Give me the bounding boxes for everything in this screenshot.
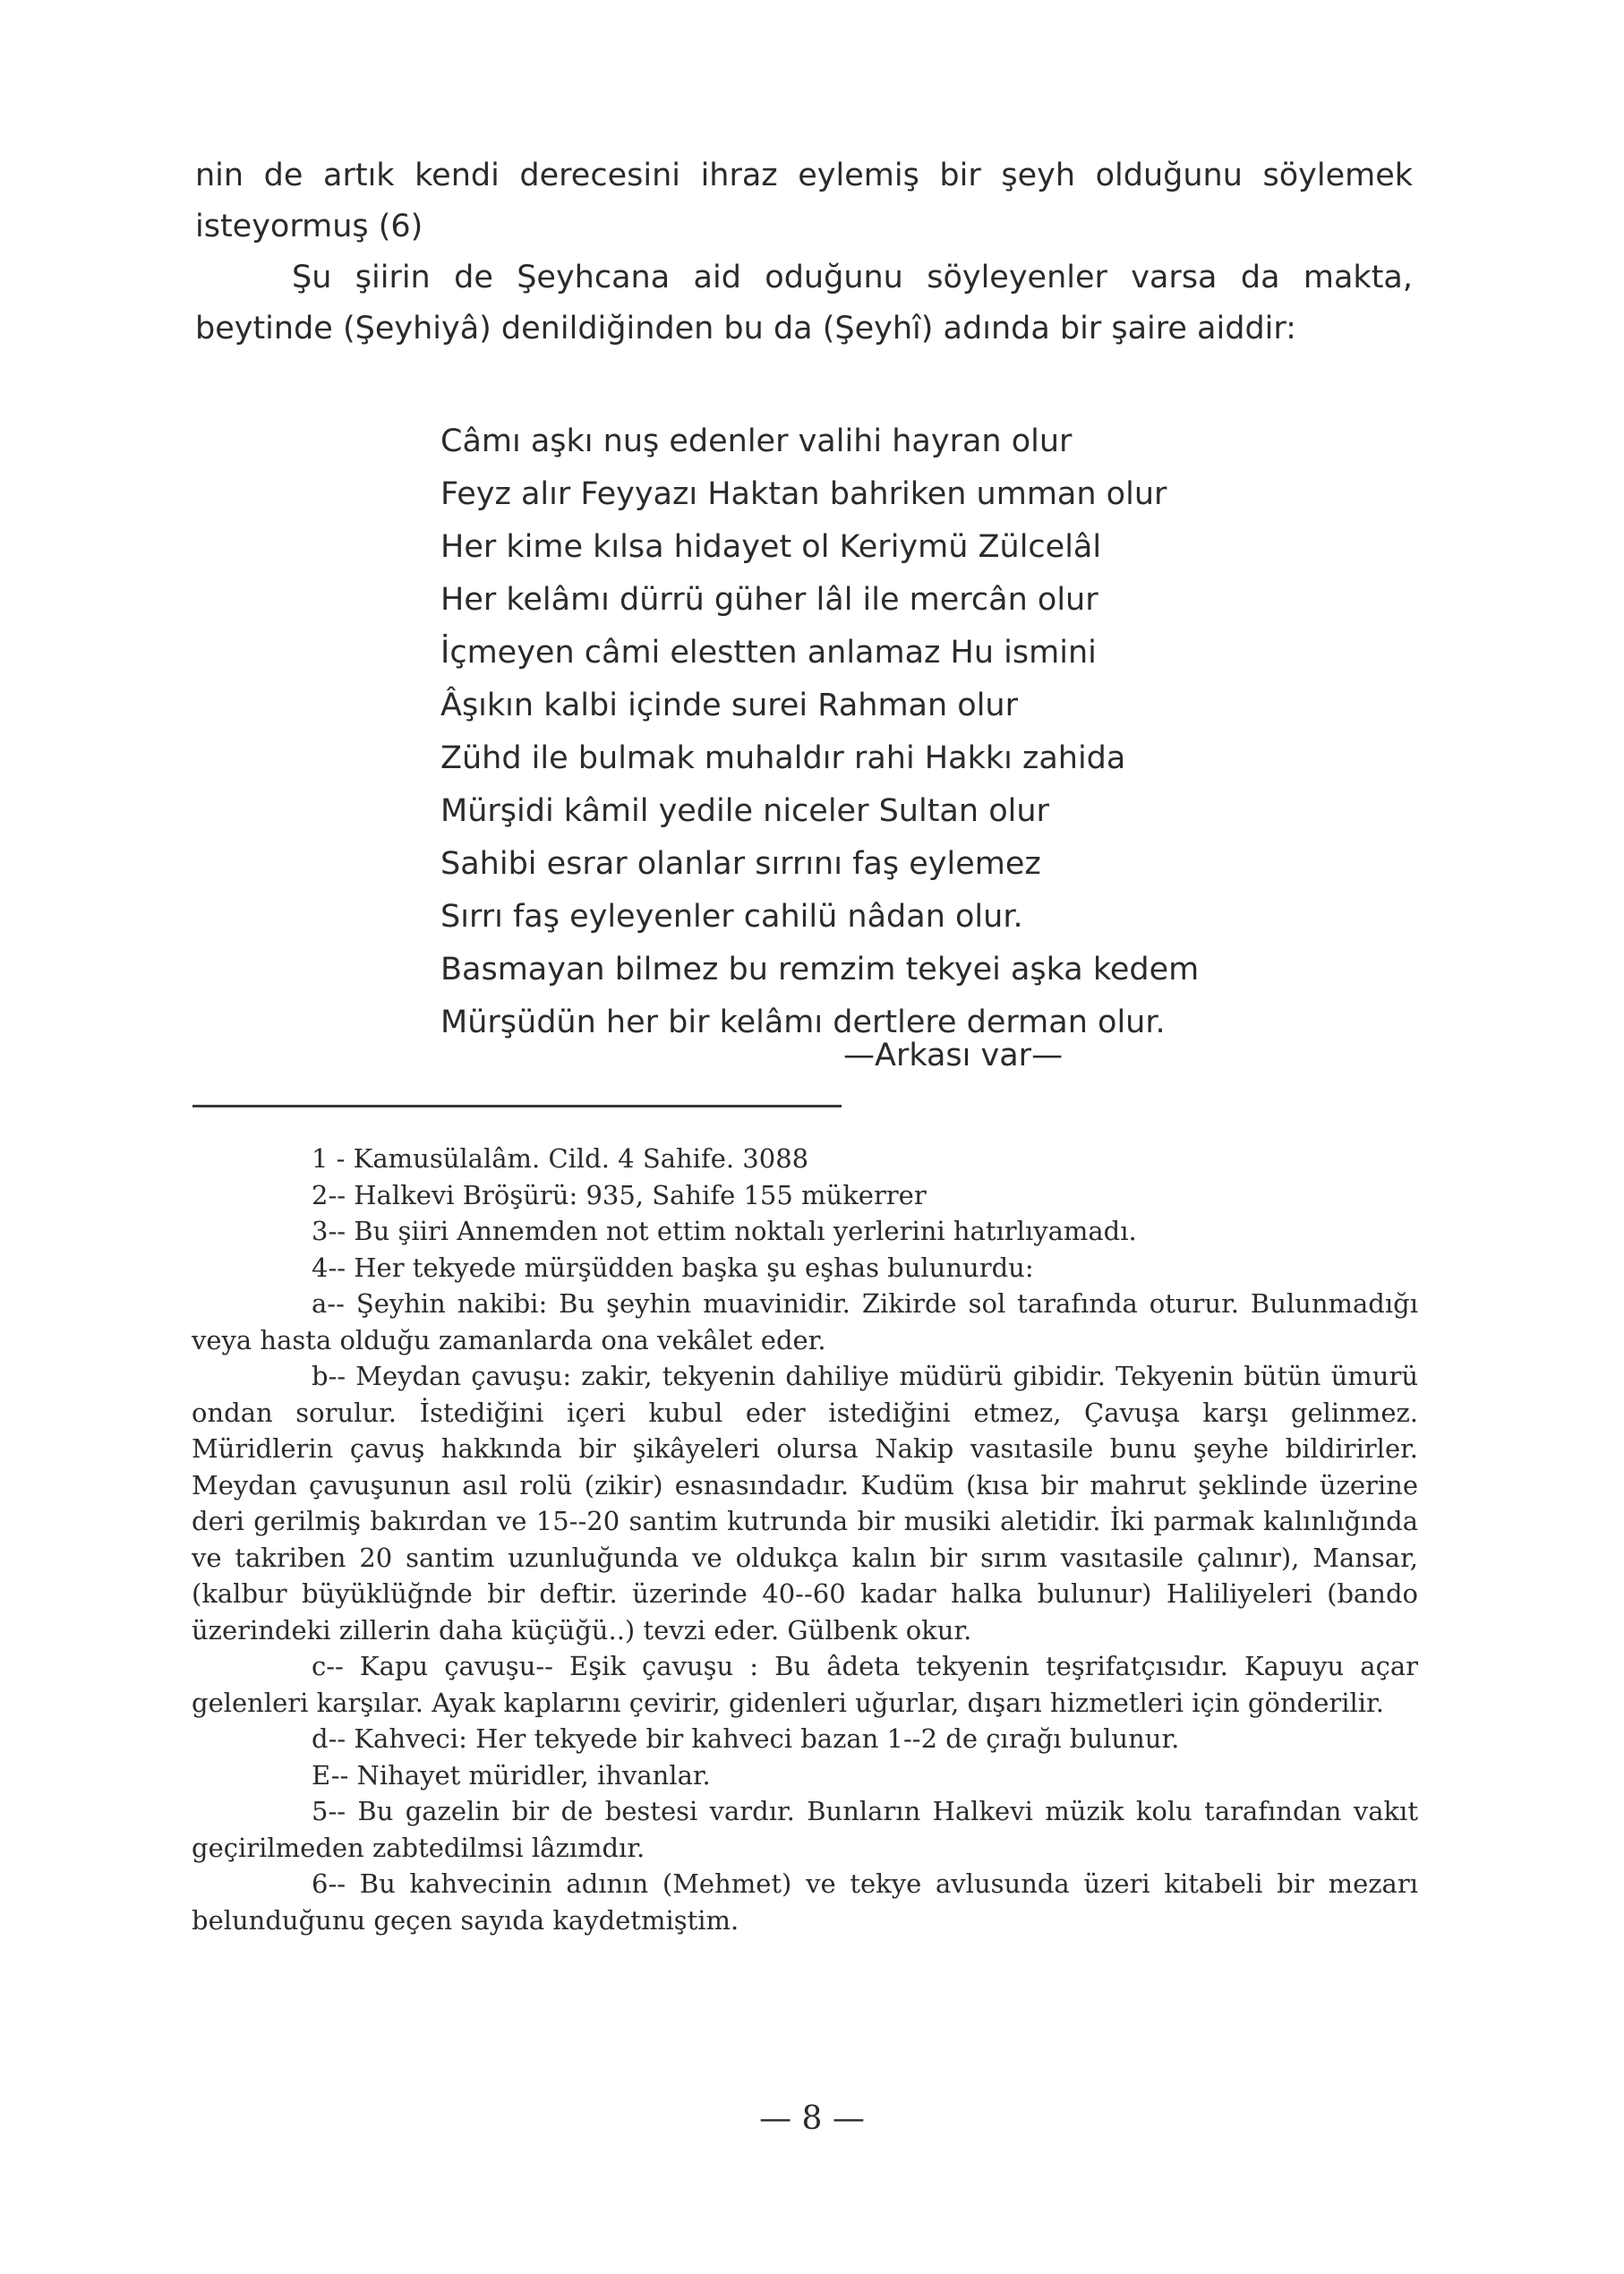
poem-line: Mürşüdün her bir kelâmı dertlere derman olur. bbox=[440, 1004, 1166, 1040]
poem-line: Her kelâmı dürrü güher lâl ile mercân olur bbox=[440, 582, 1098, 618]
page-number: — 8 — bbox=[759, 2100, 865, 2137]
poem-line: İçmeyen câmi elestten anlamaz Hu ismini bbox=[440, 635, 1097, 671]
body-text bbox=[195, 150, 1413, 355]
footnote-2: 2-- Halkevi Bröşürü: 935, Sahife 155 mükerrer bbox=[312, 1179, 927, 1210]
poem-line: Âşıkın kalbi içinde surei Rahman olur bbox=[440, 688, 1019, 723]
poem bbox=[440, 415, 1425, 1049]
poem-line: Sırrı faş eyleyenler cahilü nâdan olur. bbox=[440, 899, 1023, 935]
footnote-5: 5-- Bu gazelin bir de bestesi vardır. Bunların Halkevi müzik kolu tarafından vakıt geçirilmeden zabtedilmsi lâzımdır. bbox=[192, 1796, 1418, 1863]
poem-line: Sahibi esrar olanlar sırrını faş eylemez bbox=[440, 846, 1041, 882]
body-paragraph-2: Şu şiirin de Şeyhcana aid oduğunu söyleyenler varsa da makta, beytinde (Şeyhiyâ) denildiğinden bu da (Şeyhî) adında bir şaire aiddir: bbox=[195, 260, 1413, 346]
poem-line: Feyz alır Feyyazı Haktan bahriken umman olur bbox=[440, 476, 1167, 512]
footnote-4e: E-- Nihayet müridler, ihvanlar. bbox=[312, 1759, 711, 1791]
continued-note: —Arkası var— bbox=[843, 1038, 1064, 1073]
footnote-6: 6-- Bu kahvecinin adının (Mehmet) ve tekye avlusunda üzeri kitabeli bir mezarı belunduğunu geçen sayıda kaydetmiştim. bbox=[192, 1868, 1418, 1936]
poem-line: Zühd ile bulmak muhaldır rahi Hakkı zahida bbox=[440, 740, 1126, 776]
poem-line: Câmı aşkı nuş edenler valihi hayran olur bbox=[440, 423, 1073, 459]
body-paragraph-1: nin de artık kendi derecesini ihraz eylemiş bir şeyh olduğunu söylemek isteyormuş (6) bbox=[195, 158, 1413, 244]
poem-line: Mürşidi kâmil yedile niceler Sultan olur bbox=[440, 793, 1049, 829]
footnote-4: 4-- Her tekyede mürşüdden başka şu eşhas bulunurdu: bbox=[312, 1252, 1034, 1283]
footnote-divider bbox=[192, 1105, 842, 1107]
poem-line: Her kime kılsa hidayet ol Keriymü Zülcelâl bbox=[440, 529, 1102, 565]
footnote-1: 1 - Kamusülalâm. Cild. 4 Sahife. 3088 bbox=[312, 1143, 809, 1174]
footnote-4c: c-- Kapu çavuşu-- Eşik çavuşu : Bu âdeta tekyenin teşrifatçısıdır. Kapuyu açar gelenleri karşılar. Ayak kaplarını çevirir, gidenleri uğurlar, dışarı hizmetleri için gönderilir. bbox=[192, 1651, 1418, 1718]
footnote-3: 3-- Bu şiiri Annemden not ettim noktalı yerlerini hatırlıyamadı. bbox=[312, 1216, 1137, 1246]
footnote-4b: b-- Meydan çavuşu: zakir, tekyenin dahiliye müdürü gibidir. Tekyenin bütün ümurü ondan sorulur. İstediğini içeri kubul eder istediğini etmez, Çavuşa karşı gelinmez. Müridlerin çavuş hakkında bir şikâyeleri olursa Nakip vasıtasile bunu şeyhe bildirirler. Meydan çavuşunun asıl rolü (zikir) esnasındadır. Kudüm (kısa bir mahrut şeklinde üzerine deri gerilmiş bakırdan ve 15--20 santim kutrunda bir musiki aletidir. İki parmak kalınlığında ve takriben 20 santim uzunluğunda ve oldukça kalın bir sırım vasıtasile çalınır), Mansar, (kalbur büyüklüğnde bir deftir. üzerinde 40--60 kadar halka bulunur) Haliliyeleri (bando üzerindeki zillerin daha küçüğü..) tevzi eder. Gülbenk okur. bbox=[192, 1361, 1418, 1646]
footnotes bbox=[192, 1141, 1418, 1938]
footnote-4a: a-- Şeyhin nakibi: Bu şeyhin muavinidir. Zikirde sol tarafında oturur. Bulunmadığı veya hasta olduğu zamanlarda ona vekâlet eder. bbox=[192, 1288, 1418, 1355]
poem-line: Basmayan bilmez bu remzim tekyei aşka kedem bbox=[440, 952, 1200, 987]
footnote-4d: d-- Kahveci: Her tekyede bir kahveci bazan 1--2 de çırağı bulunur. bbox=[312, 1723, 1180, 1754]
